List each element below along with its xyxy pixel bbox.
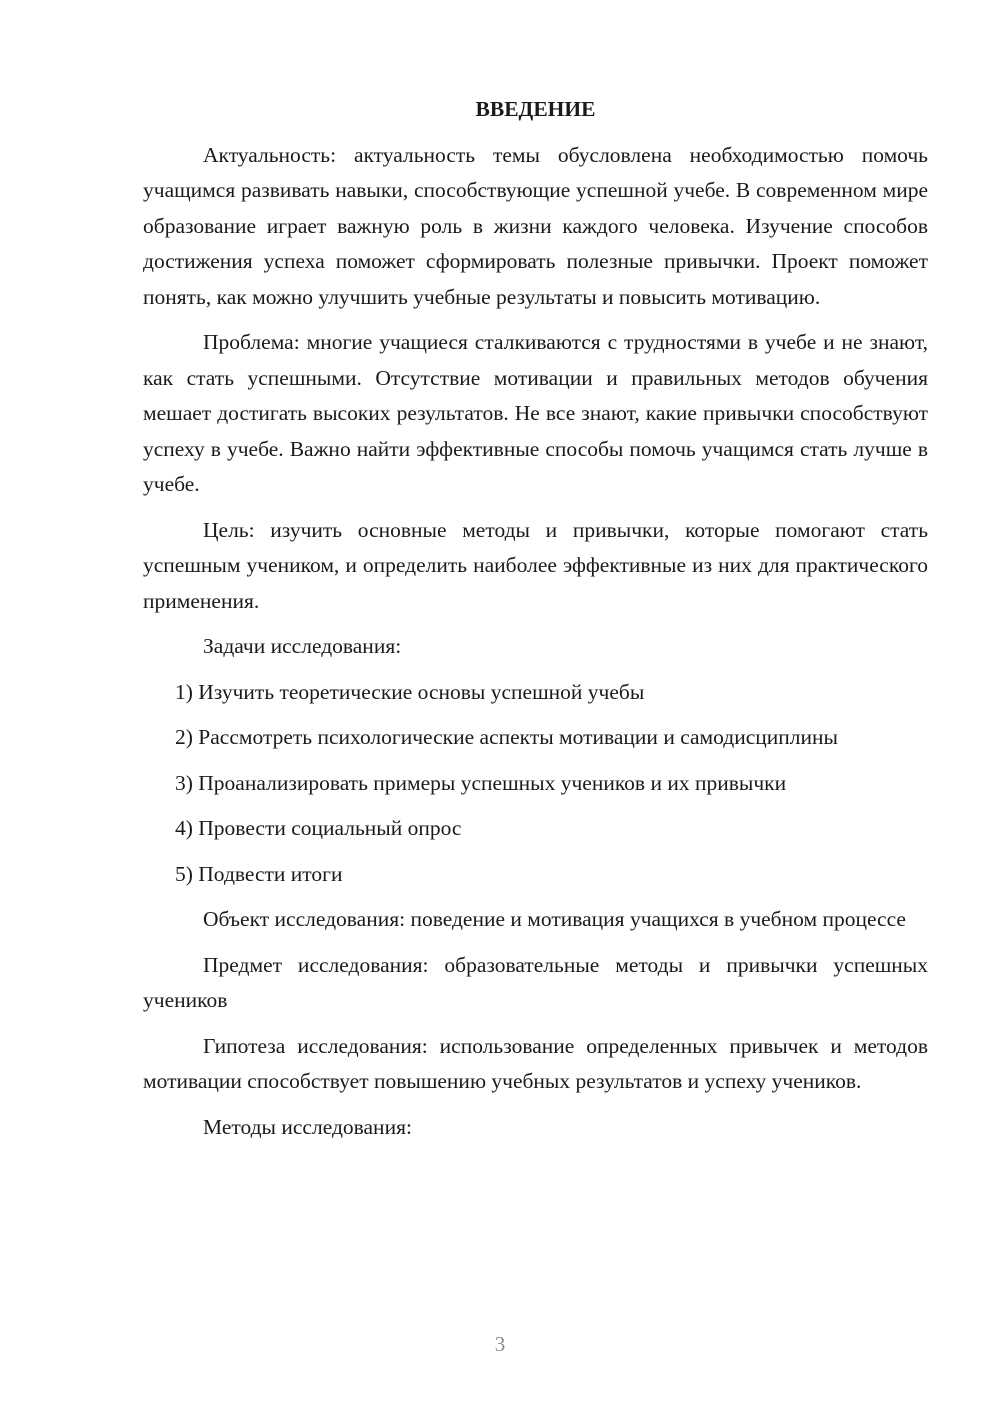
task-item-4: 4) Провести социальный опрос xyxy=(175,816,462,840)
task-item-2: 2) Рассмотреть психологические аспекты мотивации и самодисциплины xyxy=(175,725,838,749)
hypothesis-paragraph: Гипотеза исследования: использование определенных привычек и методов мотивации способствует повышению учебных результатов и успеху учеников. xyxy=(143,1033,928,1093)
problem-paragraph: Проблема: многие учащиеся сталкиваются с трудностями в учебе и не знают, как стать успешными. Отсутствие мотивации и правильных методов обучения мешает достигать высоких результатов. Не все знают, какие привычки способствуют успеху в учебе. Важно найти эффективные способы помочь учащимся стать лучше в учебе. xyxy=(143,330,928,496)
relevance-paragraph: Актуальность: актуальность темы обусловлена необходимостью помочь учащимся развивать навыки, способствующие успешной учебе. В современном мире образование играет важную роль в жизни каждого человека. Изучение способов достижения успеха поможет сформировать полезные привычки. Проект поможет понять, как можно улучшить учебные результаты и повысить мотивацию. xyxy=(143,142,928,309)
document-page xyxy=(143,92,928,1155)
object-paragraph: Объект исследования: поведение и мотивация учащихся в учебном процессе xyxy=(203,907,906,931)
page-number: 3 xyxy=(494,1332,506,1356)
task-item-3: 3) Проанализировать примеры успешных учеников и их привычки xyxy=(175,770,787,795)
goal-paragraph: Цель: изучить основные методы и привычки, которые помогают стать успешным учеником, и определить наиболее эффективные из них для практического применения. xyxy=(143,517,928,613)
page-title: ВВЕДЕНИЕ xyxy=(475,97,596,121)
task-item-1: 1) Изучить теоретические основы успешной учебы xyxy=(175,679,645,704)
methods-heading: Методы исследования: xyxy=(203,1114,412,1139)
task-item-5: 5) Подвести итоги xyxy=(175,861,343,886)
tasks-heading: Задачи исследования: xyxy=(203,634,402,658)
subject-paragraph: Предмет исследования: образовательные методы и привычки успешных учеников xyxy=(143,952,928,1012)
